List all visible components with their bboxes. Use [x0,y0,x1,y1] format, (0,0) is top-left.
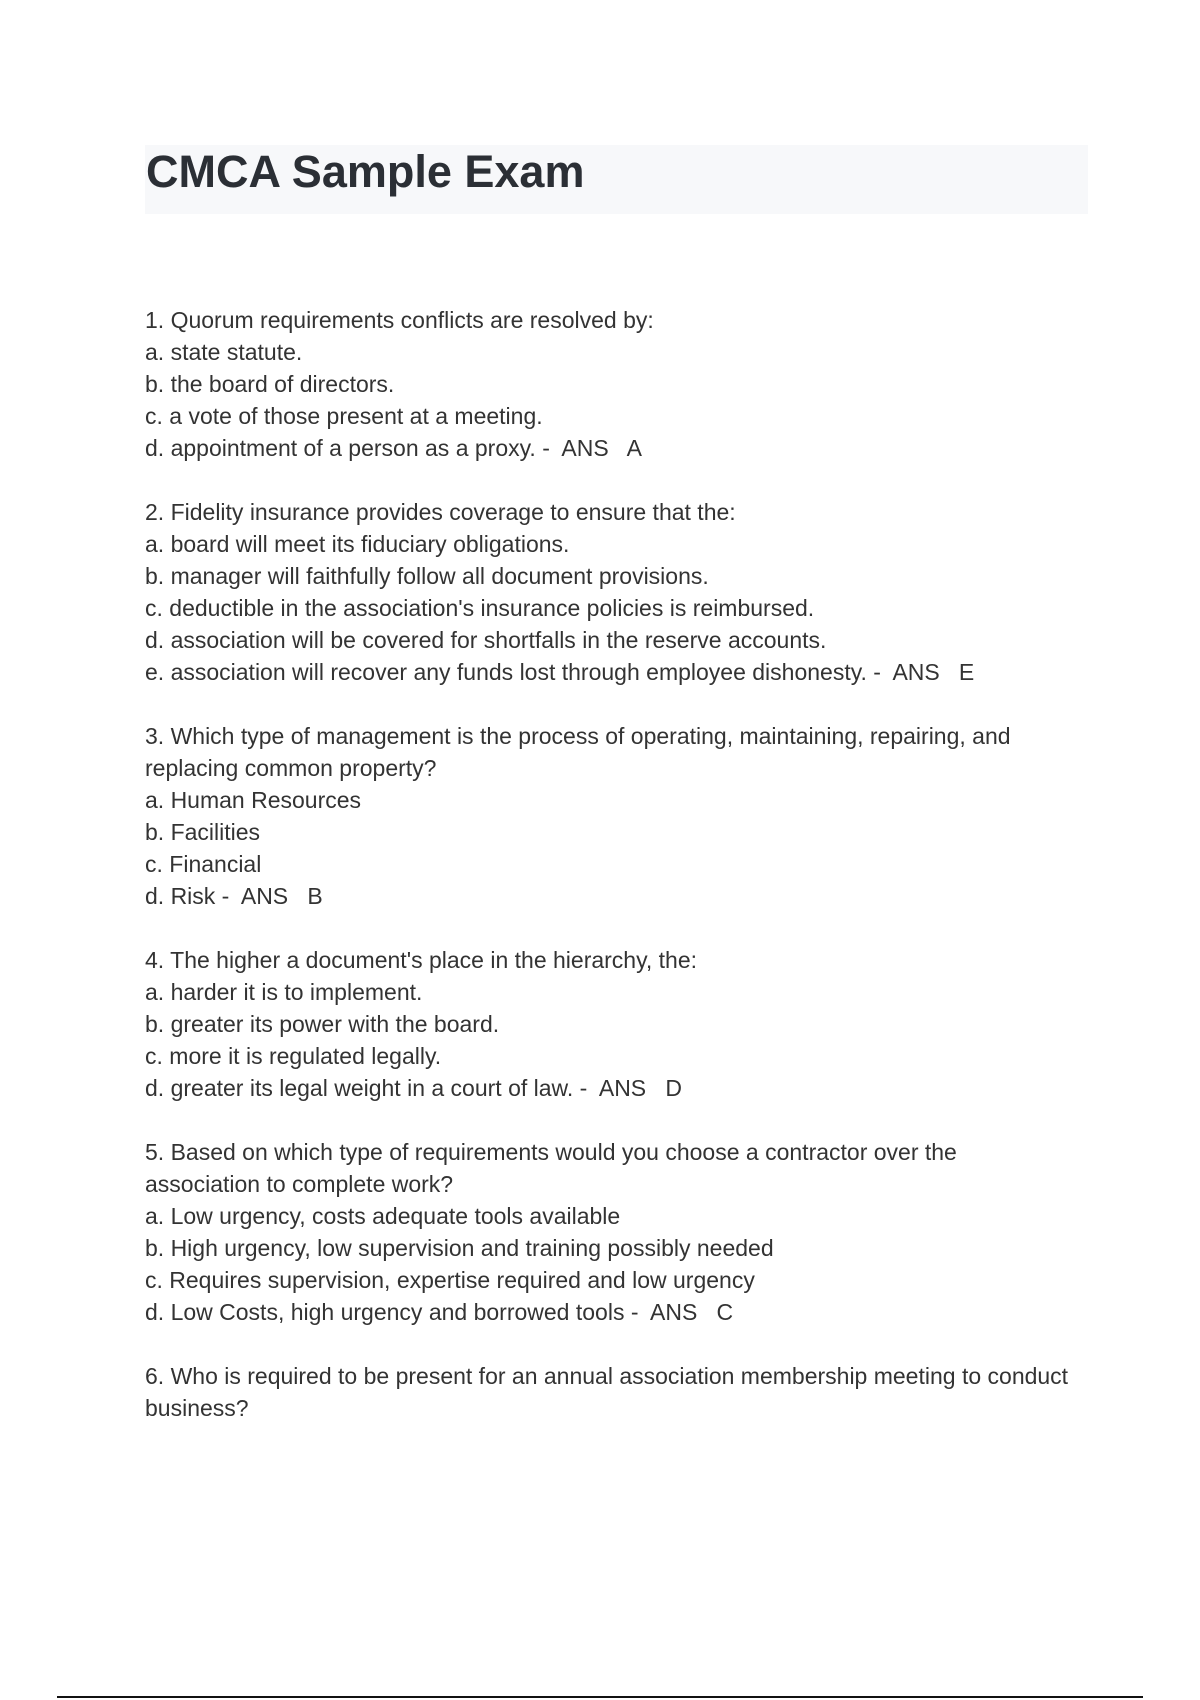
answer-option: d. appointment of a person as a proxy. [145,435,536,461]
answer-option: d. Low Costs, high urgency and borrowed tools [145,1299,625,1325]
question-text: 3. Which type of management is the process of operating, maintaining, repairing, and replacing common property? [145,723,1011,781]
answer-option: b. Facilities [145,819,261,845]
answer-option: c. more it is regulated legally. [145,1043,442,1069]
answer-option: a. board will meet its fiduciary obligations. [145,531,570,557]
answer-option: e. association will recover any funds lost through employee dishonesty. [145,659,867,685]
answer-option: b. manager will faithfully follow all document provisions. [145,563,709,589]
answer-option-with-key [145,1296,1075,1328]
answer-option: a. harder it is to implement. [145,979,423,1005]
page-title: CMCA Sample Exam [146,146,585,197]
answer-option-with-key [145,656,1075,688]
question-text: 1. Quorum requirements conflicts are resolved by: [145,307,654,333]
answer-option: c. Requires supervision, expertise required and low urgency [145,1267,755,1293]
question-4 [145,944,1075,1104]
question-list [145,304,1075,1456]
question-1 [145,304,1075,464]
answer-option: c. Financial [145,851,262,877]
answer-option-with-key [145,432,1075,464]
answer-key: - ANS A [535,435,642,461]
answer-option-with-key [145,1072,1075,1104]
answer-option: a. state statute. [145,339,303,365]
question-3 [145,720,1075,912]
answer-option-with-key [145,880,1075,912]
question-5 [145,1136,1075,1328]
answer-key: - ANS B [215,883,323,909]
answer-key: - ANS D [573,1075,682,1101]
question-6 [145,1360,1075,1424]
question-text: 4. The higher a document's place in the hierarchy, the: [145,947,698,973]
question-text: 2. Fidelity insurance provides coverage to ensure that the: [145,499,736,525]
answer-option: c. deductible in the association's insurance policies is reimbursed. [145,595,815,621]
answer-option: a. Low urgency, costs adequate tools available [145,1203,621,1229]
answer-option: b. the board of directors. [145,371,395,397]
answer-option: b. High urgency, low supervision and training possibly needed [145,1235,774,1261]
answer-option: b. greater its power with the board. [145,1011,500,1037]
question-2 [145,496,1075,688]
question-text: 6. Who is required to be present for an annual association membership meeting to conduct business? [145,1363,1069,1421]
answer-key: - ANS C [624,1299,734,1325]
answer-option: d. Risk [145,883,216,909]
question-text: 5. Based on which type of requirements would you choose a contractor over the association to complete work? [145,1139,957,1197]
bottom-divider [57,1696,1143,1698]
answer-option: d. greater its legal weight in a court of law. [145,1075,574,1101]
answer-key: - ANS E [866,659,975,685]
answer-option: c. a vote of those present at a meeting. [145,403,543,429]
answer-option: a. Human Resources [145,787,362,813]
answer-option: d. association will be covered for shortfalls in the reserve accounts. [145,627,827,653]
